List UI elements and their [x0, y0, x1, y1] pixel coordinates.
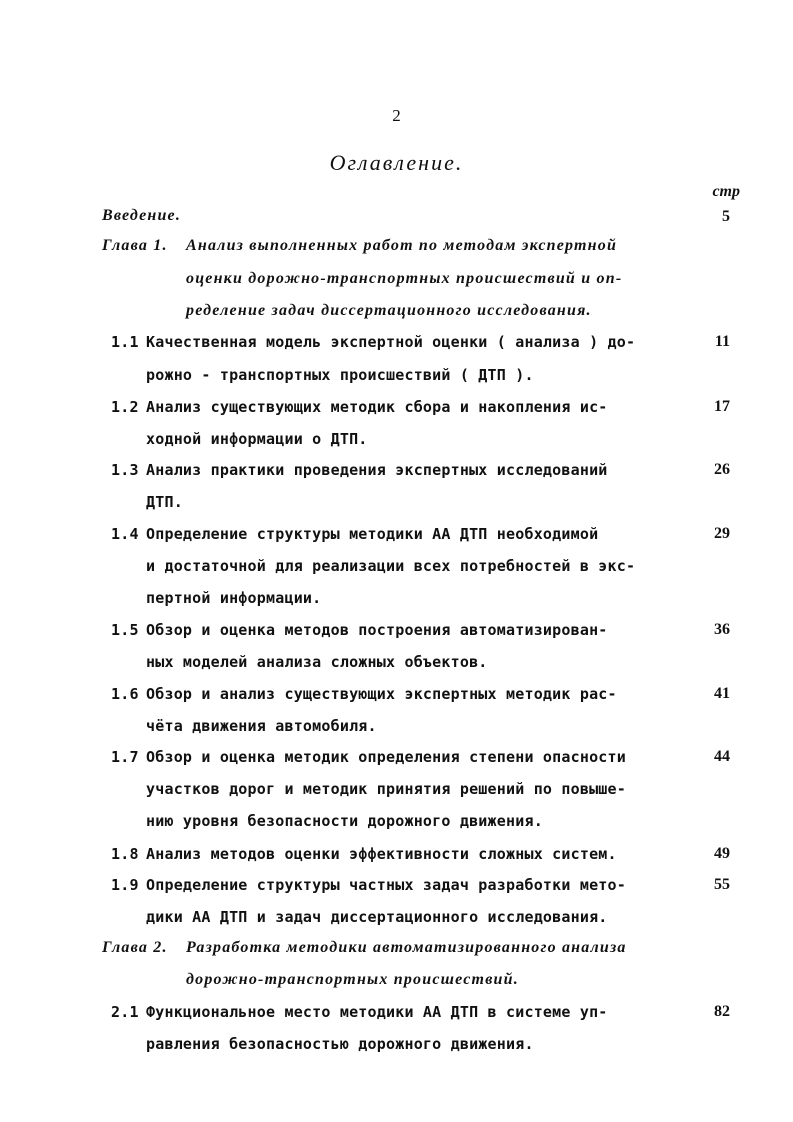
section-line: Функциональное место методики АА ДТП в системе уп- [146, 1003, 608, 1021]
section-number: 1.7 [111, 748, 139, 766]
section-line: Обзор и анализ существующих экспертных методик рас- [146, 685, 617, 703]
section-line: ходной информации о ДТП. [146, 430, 368, 448]
section-line: Качественная модель экспертной оценки ( анализа ) до- [146, 333, 636, 351]
section-line: Анализ методов оценки эффективности сложных систем. [146, 845, 617, 863]
section-line: Обзор и оценка методов построения автоматизирован- [146, 621, 608, 639]
section-line: пертной информации. [146, 589, 322, 607]
chapter1-line: оценки дорожно-транспортных происшествий и оп- [186, 270, 623, 287]
section-page: 36 [714, 621, 730, 638]
section-number: 1.8 [111, 845, 139, 863]
section-number: 1.5 [111, 621, 139, 639]
section-page: 41 [714, 685, 730, 702]
section-page: 82 [714, 1003, 730, 1020]
section-line: и достаточной для реализации всех потребностей в экс- [146, 557, 636, 575]
section-page: 55 [714, 876, 730, 893]
section-page: 26 [714, 461, 730, 478]
section-line: участков дорог и методик принятия решений по повыше- [146, 780, 626, 798]
chapter1-line: Анализ выполненных работ по методам экспертной [186, 237, 618, 254]
section-line: нию уровня безопасности дорожного движения. [146, 812, 543, 830]
chapter1-line: ределение задач диссертационного исследования. [186, 302, 592, 319]
section-page: 29 [714, 525, 730, 542]
section-page: 11 [714, 333, 730, 350]
chapter1-label: Глава 1. [102, 237, 168, 254]
section-line: Анализ практики проведения экспертных исследований [146, 461, 608, 479]
section-page: 17 [714, 398, 730, 415]
section-line: чёта движения автомобиля. [146, 717, 377, 735]
section-line: рожно - транспортных происшествий ( ДТП ). [146, 366, 534, 384]
intro-label: Введение. [102, 207, 182, 224]
chapter2-line: дорожно-транспортных происшествий. [186, 971, 519, 988]
toc-title: Оглавление. [329, 150, 464, 175]
page-column-label: стр [712, 183, 740, 200]
intro-page: 5 [722, 208, 730, 225]
section-number: 1.6 [111, 685, 139, 703]
section-number: 2.1 [111, 1003, 139, 1021]
section-number: 1.9 [111, 876, 139, 894]
chapter2-label: Глава 2. [102, 939, 168, 956]
section-number: 1.4 [111, 525, 139, 543]
chapter2-line: Разработка методики автоматизированного анализа [186, 939, 627, 956]
section-line: Определение структуры методики АА ДТП необходимой [146, 525, 599, 543]
section-page: 44 [714, 748, 730, 765]
section-line: ДТП. [146, 493, 183, 511]
section-line: равления безопасностью дорожного движения. [146, 1035, 534, 1053]
section-number: 1.1 [111, 333, 139, 351]
section-line: Анализ существующих методик сбора и накопления ис- [146, 398, 608, 416]
section-line: ных моделей анализа сложных объектов. [146, 653, 488, 671]
section-page: 49 [714, 845, 730, 862]
section-number: 1.2 [111, 398, 139, 416]
section-line: Обзор и оценка методик определения степени опасности [146, 748, 626, 766]
section-line: дики АА ДТП и задач диссертационного исследования. [146, 908, 608, 926]
section-number: 1.3 [111, 461, 139, 479]
section-line: Определение структуры частных задач разработки мето- [146, 876, 626, 894]
page-number: 2 [392, 106, 401, 125]
